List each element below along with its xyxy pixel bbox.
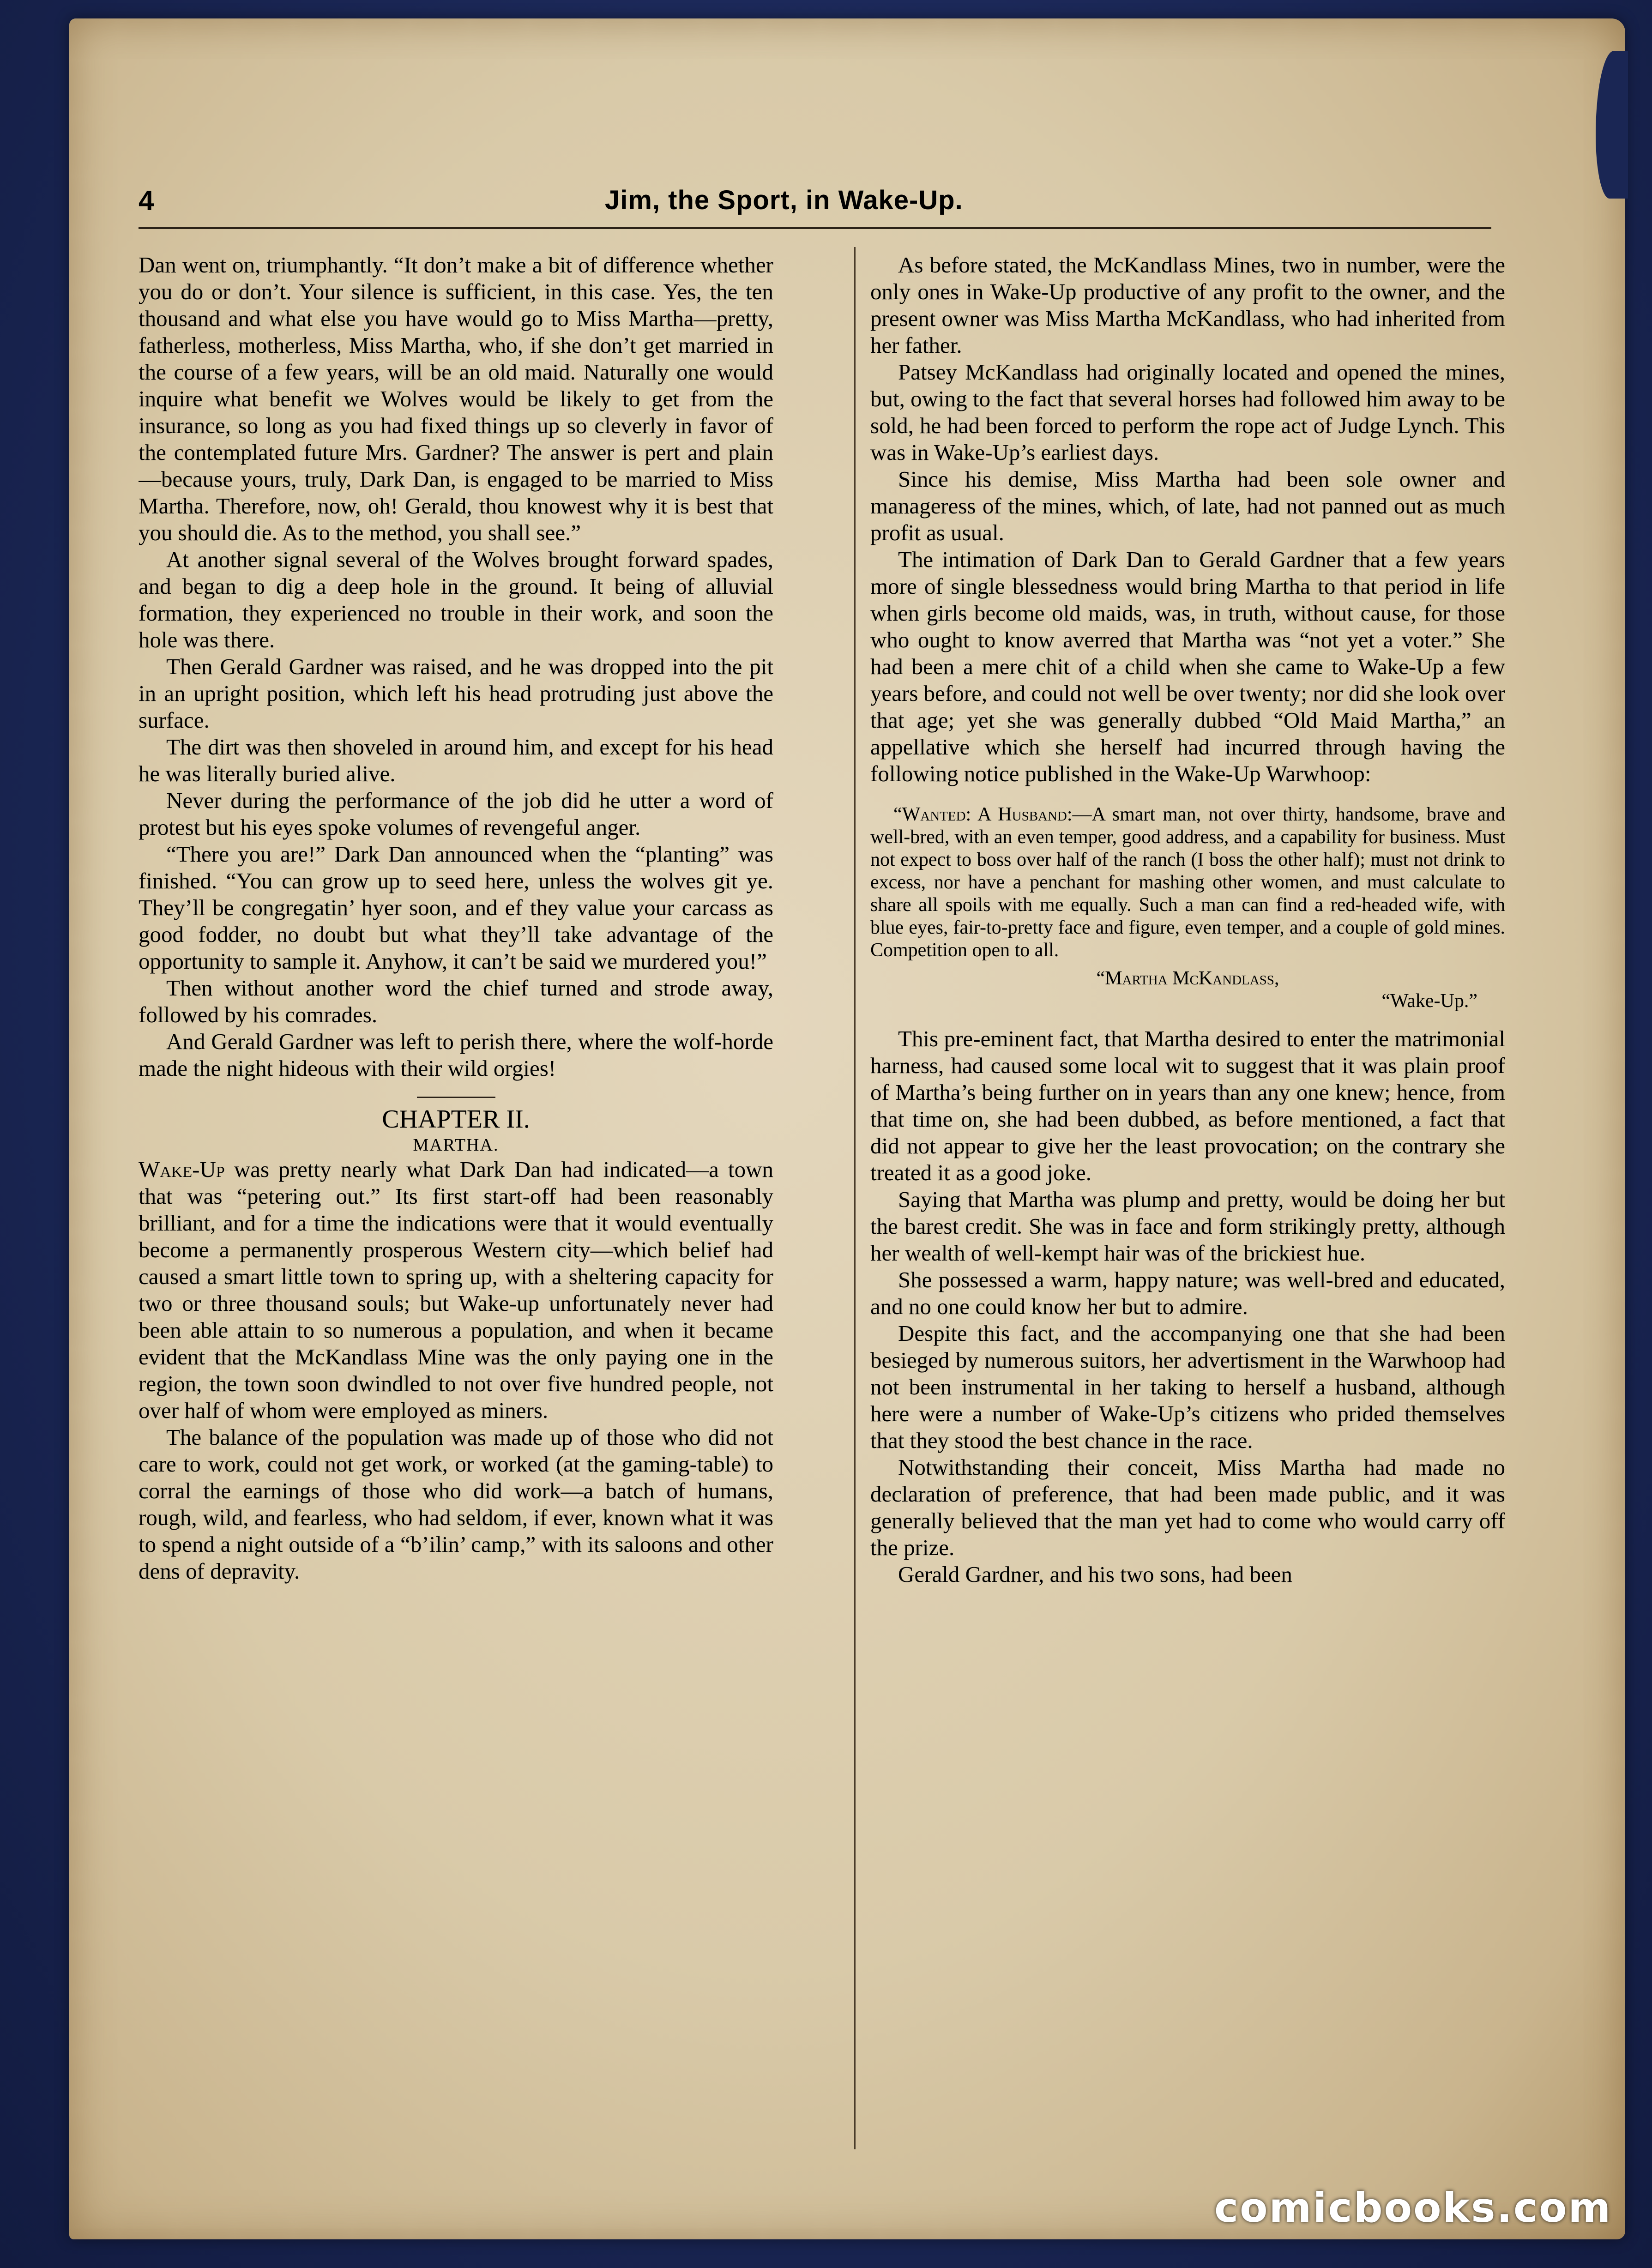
paragraph: Since his demise, Miss Martha had been sole owner and manageress of the mines, which, of late, had not panned out as much profit as usual. xyxy=(870,466,1505,545)
notice-signature: “Martha McKandlass, xyxy=(1096,968,1279,989)
chapter-opening-text: was pretty nearly what Dark Dan had indicated—a town that was “petering out.” Its first start-off had been reasonably brilliant, and for a time the indications were that it would eventually become a permanently prosperous Western city—which belief had caused a smart little town to spring up, with a sheltering capacity for two or three thousand souls; but Wake-up unfortunately never had been able attain to so numerous a population, and when it became evident that the McKandlass Mine was the only paying one in the region, the town soon dwindled to not over five hundred people, not over half of whom were employed as miners. xyxy=(139,1157,773,1423)
chapter-lead-word: Wake-Up xyxy=(139,1157,225,1182)
paragraph: As before stated, the McKandlass Mines, two in number, were the only ones in Wake-Up productive of any profit to the owner, and the present owner was Miss Martha McKandlass, who had inherited from her father. xyxy=(870,252,1505,358)
chapter-opening-paragraph xyxy=(139,1156,773,1424)
chapter-rule xyxy=(417,1097,495,1098)
paragraph: “There you are!” Dark Dan announced when the “planting” was finished. “You can grow up to seed here, unless the wolves git ye. They’ll be congregatin’ hyer soon, and ef they value your carcass as good fodder, no doubt but what they’ll take advantage of the opportunity to sample it. Anyhow, it can’t be said we murdered you!” xyxy=(139,841,773,974)
wanted-notice xyxy=(870,803,1505,1013)
site-watermark: comicbooks.com xyxy=(1214,2184,1612,2232)
paragraph: Gerald Gardner, and his two sons, had been xyxy=(898,1562,1292,1587)
paragraph: Saying that Martha was plump and pretty, would be doing her but the barest credit. She was in face and form strikingly pretty, although her wealth of well-kempt hair was of the brickiest hue. xyxy=(870,1187,1505,1266)
page-number: 4 xyxy=(139,185,154,216)
paragraph: At another signal several of the Wolves brought forward spades, and began to dig a deep hole in the ground. It being of alluvial formation, they experienced no trouble in their work, and soon the hole was there. xyxy=(139,547,773,652)
page-header xyxy=(139,185,1491,222)
paragraph: Patsey McKandlass had originally located and opened the mines, but, owing to the fact that several horses had followed him away to be sold, he had been forced to perform the rope act of Judge Lynch. This was in Wake-Up’s earliest days. xyxy=(870,359,1505,465)
chapter-subheading: MARTHA. xyxy=(413,1135,499,1155)
chapter-heading: CHAPTER II. xyxy=(382,1105,530,1134)
paragraph: The balance of the population was made up of those who did not care to work, could not get work, or worked (at the gaming-table) to corral the earnings of those who did work—a batch of humans, rough, wild, and fearless, who had seldom, if ever, known what it was to spend a night outside of a “b’ilin’ camp,” with its saloons and other dens of depravity. xyxy=(139,1424,773,1584)
paragraph: Then Gerald Gardner was raised, and he was dropped into the pit in an upright position, which left his head protruding just above the surface. xyxy=(139,654,773,733)
column-divider xyxy=(854,247,856,2149)
paragraph: This pre-eminent fact, that Martha desired to enter the matrimonial harness, had caused some local wit to suggest that it was plain proof of Martha’s being further on in years than any one knew; hence, from that time on, she had been dubbed, as before mentioned, a fact that did not appear to give her the least provocation; on the contrary she treated it as a good joke. xyxy=(870,1026,1505,1185)
paragraph: The intimation of Dark Dan to Gerald Gardner that a few years more of single blessedness would bring Martha to that period in life when girls become old maids, was, in truth, without cause, for those who ought to know averred that Martha was “not yet a voter.” She had been a mere chit of a child when she came to Wake-Up a few years before, and could not well be over twenty; nor did she look over that age; yet she was generally dubbed “Old Maid Martha,” an appellative which she herself had incurred through having the following notice published in the Wake-Up Warwhoop: xyxy=(870,547,1505,786)
paragraph: Then without another word the chief turned and strode away, followed by his comrades. xyxy=(139,975,773,1027)
notice-place: “Wake-Up.” xyxy=(1381,990,1477,1012)
paragraph: Never during the performance of the job did he utter a word of protest but his eyes spoke volumes of revengeful anger. xyxy=(139,788,773,840)
paragraph: The dirt was then shoveled in around him, and except for his head he was literally buried alive. xyxy=(139,734,773,786)
header-rule xyxy=(139,227,1491,229)
paragraph: Notwithstanding their conceit, Miss Martha had made no declaration of preference, that had been made public, and it was generally believed that the man yet had to come who would carry off the prize. xyxy=(870,1454,1505,1560)
paragraph: She possessed a warm, happy nature; was well-bred and educated, and no one could know her but to admire. xyxy=(870,1267,1505,1319)
left-column xyxy=(139,252,773,2196)
paragraph: And Gerald Gardner was left to perish there, where the wolf-horde made the night hideous with their wild orgies! xyxy=(139,1029,773,1081)
right-column xyxy=(870,252,1505,2196)
notice-body xyxy=(870,803,1505,962)
paragraph: Dan went on, triumphantly. “It don’t make a bit of difference whether you do or don’t. Your silence is sufficient, in this case. Yes, the ten thousand and what else you have would go to Miss Martha—pretty, fatherless, motherless, Miss Martha, who, if she don’t get married in the course of a few years, will be an old maid. Naturally one would inquire what benefit we Wolves would be likely to get from the insurance, so long as you had fixed things up so cleverly in favor of the contemplated future Mrs. Gardner? The answer is pert and plain—because yours, truly, Dark Dan, is engaged to be married to Miss Martha. Therefore, now, oh! Gerald, thou knowest why it is best that you should die. As to the method, you shall see.” xyxy=(139,252,773,545)
notice-text: —A smart man, not over thirty, handsome, brave and well-bred, with an even temper, good address, and a capability for business. Must not expect to boss over half of the ranch (I boss the other half); must not drink to excess, nor have a penchant for mashing other women, and must calculate to share all spoils with me equally. Such a man can find a red-headed wife, with blue eyes, fair-to-pretty face and figure, even temper, and a couple of gold mines. Competition open to all. xyxy=(870,804,1505,961)
paragraph: Despite this fact, and the accompanying one that she had been besieged by numerous suitors, her advertisment in the Warwhoop had not been instrumental in her taking to herself a husband, although here were a number of Wake-Up’s citizens who prided themselves that they stood the best chance in the race. xyxy=(870,1321,1505,1453)
torn-edge xyxy=(1596,51,1628,199)
running-title: Jim, the Sport, in Wake-Up. xyxy=(605,185,963,215)
notice-lead: “Wanted: A Husband: xyxy=(893,804,1073,825)
